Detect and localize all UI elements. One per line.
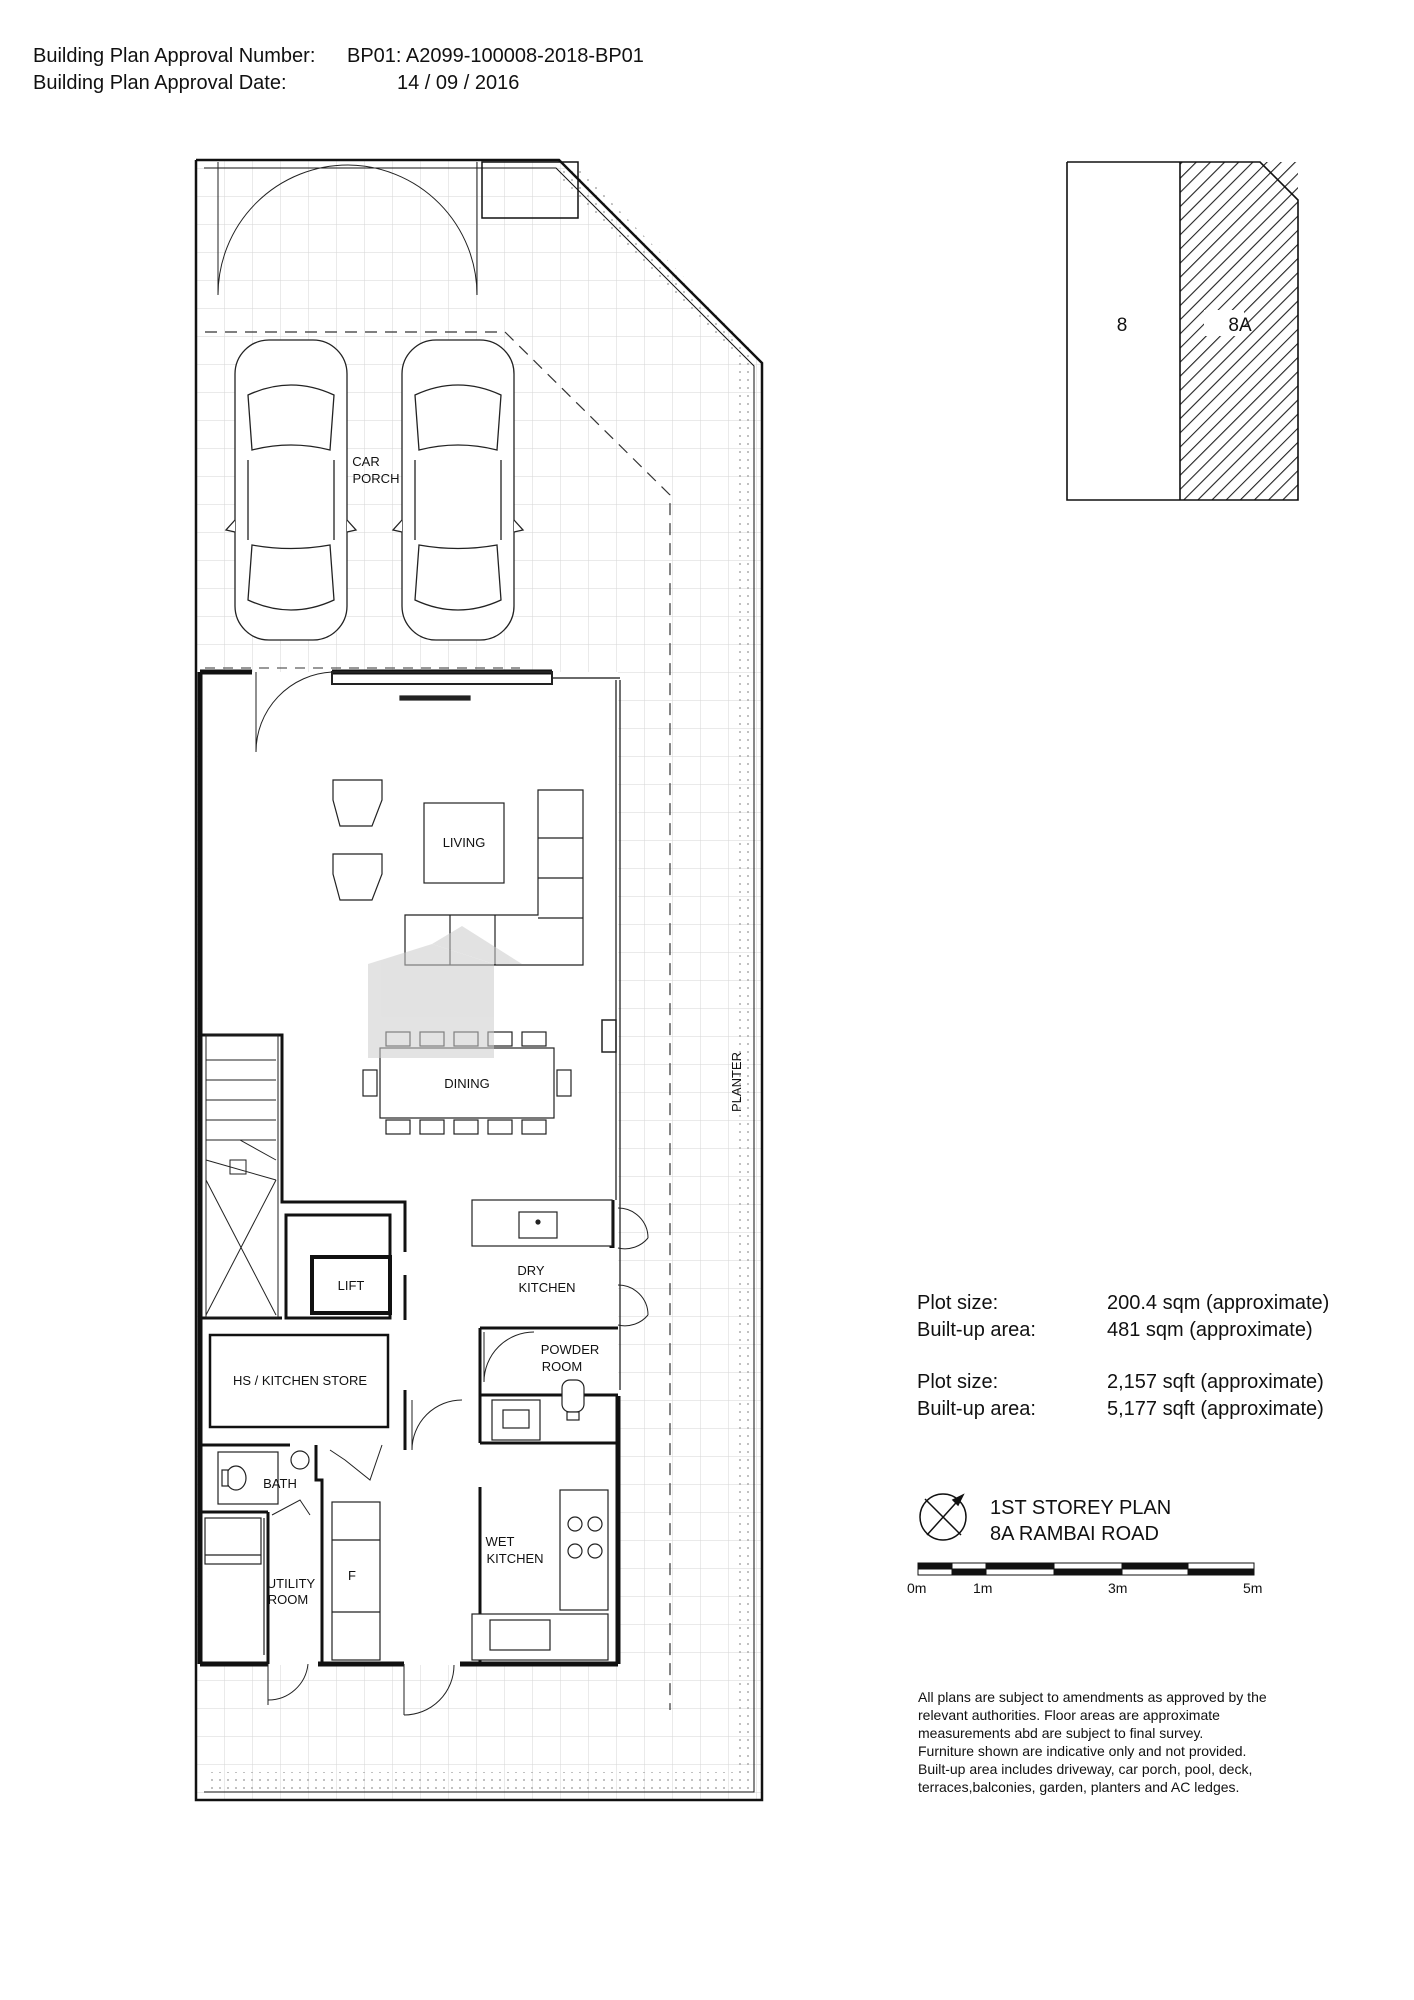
key-plan-unit-8a: 8A [1228,315,1252,336]
plan-title-line2: 8A RAMBAI ROAD [990,1523,1159,1545]
car-1 [226,340,356,640]
label-dry-kitchen-2: KITCHEN [518,1280,576,1295]
label-wet-kitchen-2: KITCHEN [486,1551,544,1566]
scale-label-3m: 3m [1108,1580,1128,1596]
note-line: Furniture shown are indicative only and not provided. [918,1743,1247,1759]
label-powder-room-2: ROOM [541,1359,583,1374]
note-line: relevant authorities. Floor areas are approximate [918,1707,1220,1723]
label-living: LIVING [442,835,486,850]
note-line: terraces,balconies, garden, planters and AC ledges. [918,1779,1240,1795]
label-wet-kitchen-1: WET [485,1534,515,1549]
built-up-label: Built-up area: [917,1319,1036,1341]
plan-title [990,1495,1171,1547]
dry-kitchen-counter [472,1200,612,1246]
scale-bar [918,1563,1254,1575]
label-planter: PLANTER [729,1052,744,1112]
scale-label-1m: 1m [973,1580,993,1596]
label-utility-2: ROOM [267,1592,309,1607]
disclaimer-notes [918,1688,1348,1796]
area-sqm-block [917,1290,1329,1344]
plan-title-line1: 1ST STOREY PLAN [990,1497,1172,1519]
plot-size-label: Plot size: [917,1292,999,1314]
approval-date-value: 14 / 09 / 2016 [397,72,520,94]
label-fridge: F [348,1568,356,1583]
key-plan-unit-8: 8 [1116,315,1128,336]
approval-date-label: Building Plan Approval Date: [33,72,287,94]
approval-number-value: BP01: A2099-100008-2018-BP01 [347,45,644,67]
plot-size-sqm: 200.4 sqm (approximate) [1107,1292,1330,1314]
north-arrow-icon [920,1494,966,1540]
label-bath: BATH [263,1476,297,1491]
note-line: measurements abd are subject to final survey. [918,1725,1204,1741]
label-dining: DINING [444,1076,490,1091]
scale-label-5m: 5m [1243,1580,1263,1596]
built-up-sqft: 5,177 sqft (approximate) [1107,1398,1324,1420]
label-car-porch-2: PORCH [352,471,400,486]
plot-size-sqft: 2,157 sqft (approximate) [1107,1371,1324,1393]
car-2 [393,340,523,640]
key-plan [1067,162,1298,500]
built-up-label-2: Built-up area: [917,1398,1036,1420]
note-line: Built-up area includes driveway, car porch, pool, deck, [918,1761,1253,1777]
area-sqft-block [917,1369,1324,1423]
approval-number-label: Building Plan Approval Number: [33,45,316,67]
note-line: All plans are subject to amendments as approved by the [918,1689,1267,1705]
label-hs-store: HS / KITCHEN STORE [232,1373,368,1388]
built-up-sqm: 481 sqm (approximate) [1107,1319,1313,1341]
scale-label-0m: 0m [907,1580,927,1596]
label-dry-kitchen-1: DRY [517,1263,545,1278]
label-lift: LIFT [337,1278,365,1293]
label-powder-room-1: POWDER [540,1342,600,1357]
plot-size-label-2: Plot size: [917,1371,999,1393]
label-car-porch-1: CAR [352,454,380,469]
label-utility-1: UTILITY [266,1576,316,1591]
